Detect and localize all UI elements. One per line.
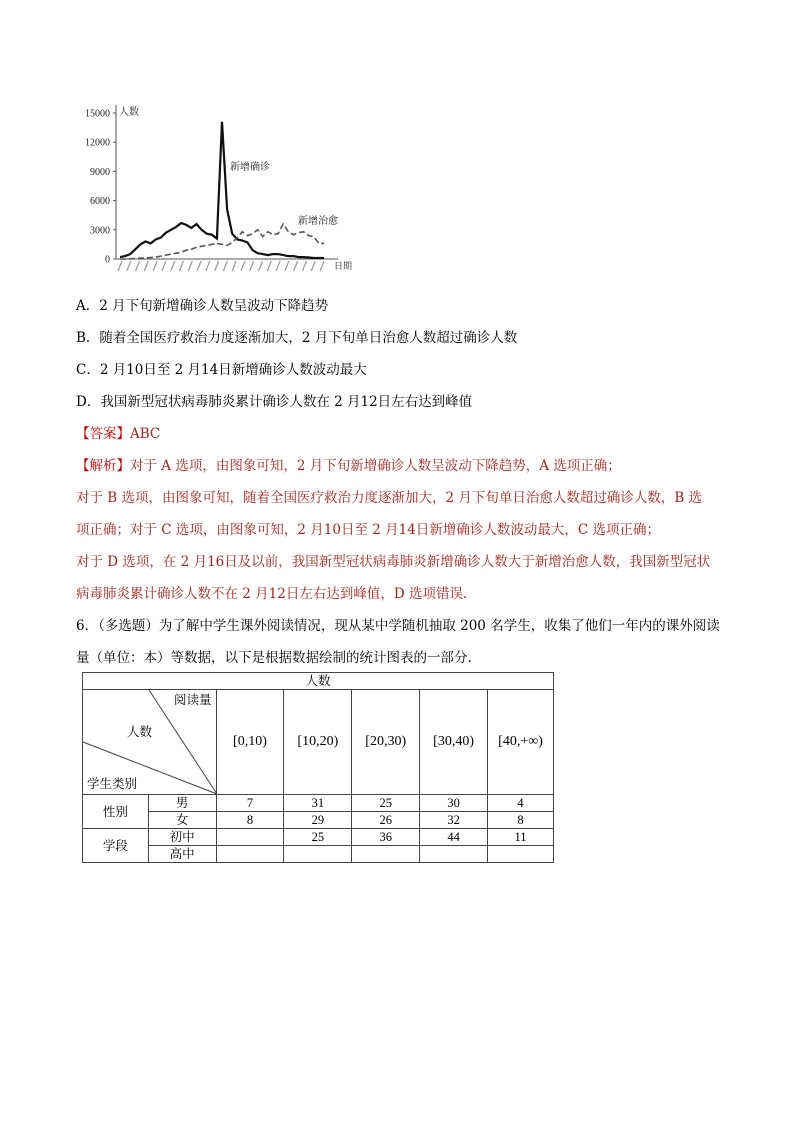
- reading-stats-table: [82, 672, 554, 863]
- x-tick-mark: [127, 261, 131, 271]
- y-axis-label: 人数: [119, 107, 139, 118]
- answer-tag: 【答案】: [76, 426, 130, 442]
- table-cell: 25: [352, 795, 420, 812]
- interval-3: [30,40): [420, 690, 488, 795]
- table-cell: 8: [216, 812, 284, 829]
- x-tick-mark: [276, 261, 280, 271]
- x-tick-mark: [136, 261, 140, 271]
- y-tick-label: 6000: [90, 196, 110, 208]
- x-tick-mark: [294, 261, 298, 271]
- row-label-senior: 高中: [148, 846, 216, 863]
- header-student-category: 学生类别: [87, 777, 138, 791]
- x-tick-mark: [259, 261, 263, 271]
- series-line-1: [120, 122, 324, 258]
- interval-1: [10,20): [284, 690, 352, 795]
- series-label-cured: 新增治愈: [298, 216, 338, 227]
- x-tick-mark: [118, 261, 122, 271]
- row-label-male: 男: [148, 795, 216, 812]
- row-label-female: 女: [148, 812, 216, 829]
- analysis-text-1: 对于 A 选项，由图象可知，2 月下旬新增确诊人数呈波动下降趋势，A 选项正确；: [130, 458, 621, 474]
- analysis-line-4: 对于 D 选项，在 2 月16日及以前，我国新型冠状病毒肺炎新增确诊人数大于新增治愈人数，我国新型冠状: [76, 554, 711, 570]
- header-reading-amount: 阅读量: [174, 693, 212, 707]
- x-tick-mark: [285, 261, 289, 271]
- y-tick-label: 9000: [90, 166, 110, 178]
- table-cell: 4: [488, 795, 554, 812]
- epidemic-line-chart: [85, 100, 368, 278]
- table-cell: [284, 846, 352, 863]
- table-cell: 25: [284, 829, 352, 846]
- x-tick-mark: [153, 261, 157, 271]
- interval-2: [20,30): [352, 690, 420, 795]
- analysis-tag: 【解析】: [76, 458, 130, 474]
- y-tick-label: 12000: [85, 137, 110, 149]
- group-school-stage: 学段: [83, 829, 149, 863]
- option-c: C．2 月10日至 2 月14日新增确诊人数波动最大: [76, 362, 367, 378]
- table-cell: [488, 846, 554, 863]
- table-cell: 30: [420, 795, 488, 812]
- table-cell: [352, 846, 420, 863]
- x-tick-mark: [171, 261, 175, 271]
- diagonal-header-cell: [83, 690, 217, 795]
- x-tick-mark: [320, 261, 324, 271]
- x-tick-mark: [311, 261, 315, 271]
- y-tick-label: 15000: [85, 108, 110, 120]
- answer-line: [76, 422, 160, 442]
- series-line-2: [120, 224, 324, 259]
- question-6-line-1: 6．（多选题）为了解中学生课外阅读情况，现从某中学随机抽取 200 名学生，收集了他们一年内的课外阅读: [76, 618, 720, 634]
- chart-svg: [85, 100, 368, 278]
- table-cell: 32: [420, 812, 488, 829]
- table-cell: 31: [284, 795, 352, 812]
- x-tick-mark: [206, 261, 210, 271]
- analysis-line-2: 对于 B 选项，由图象可知，随着全国医疗救治力度逐渐加大，2 月下旬单日治愈人数超过确诊人数，B 选: [76, 490, 703, 506]
- x-tick-mark: [223, 261, 227, 271]
- answer-value: ABC: [130, 426, 161, 442]
- table-cell: [216, 829, 284, 846]
- x-tick-mark: [162, 261, 166, 271]
- x-tick-mark: [215, 261, 219, 271]
- x-tick-mark: [267, 261, 271, 271]
- x-tick-mark: [197, 261, 201, 271]
- analysis-line-3: 项正确；对于 C 选项，由图象可知，2 月10日至 2 月14日新增确诊人数波动最大，C 选项正确；: [76, 522, 660, 538]
- table-title: 人数: [83, 673, 554, 690]
- table-cell: 7: [216, 795, 284, 812]
- y-tick-label: 3000: [90, 225, 110, 237]
- interval-0: [0,10): [216, 690, 284, 795]
- question-6-line-2: 量（单位：本）等数据，以下是根据数据绘制的统计图表的一部分.: [76, 650, 472, 666]
- table-cell: [216, 846, 284, 863]
- table-cell: [420, 846, 488, 863]
- group-gender: 性别: [83, 795, 149, 829]
- table-cell: 44: [420, 829, 488, 846]
- interval-4: [40,+∞): [488, 690, 554, 795]
- option-d: D．我国新型冠状病毒肺炎累计确诊人数在 2 月12日左右达到峰值: [76, 394, 473, 410]
- x-axis-label: 日期: [334, 262, 353, 272]
- table-cell: 26: [352, 812, 420, 829]
- x-tick-mark: [250, 261, 254, 271]
- x-tick-mark: [232, 261, 236, 271]
- x-tick-mark: [188, 261, 192, 271]
- x-tick-mark: [302, 261, 306, 271]
- row-label-junior: 初中: [148, 829, 216, 846]
- table-cell: 29: [284, 812, 352, 829]
- analysis-line-1: [76, 454, 621, 474]
- table-cell: 36: [352, 829, 420, 846]
- x-tick-mark: [144, 261, 148, 271]
- x-tick-mark: [241, 261, 245, 271]
- series-label-confirmed: 新增确诊: [230, 162, 270, 173]
- table-cell: 8: [488, 812, 554, 829]
- header-people: 人数: [127, 725, 153, 739]
- y-tick-label: 0: [105, 254, 110, 266]
- option-a: A．2 月下旬新增确诊人数呈波动下降趋势: [76, 298, 329, 314]
- option-b: B．随着全国医疗救治力度逐渐加大，2 月下旬单日治愈人数超过确诊人数: [76, 330, 518, 346]
- x-tick-mark: [179, 261, 183, 271]
- table-cell: 11: [488, 829, 554, 846]
- analysis-line-5: 病毒肺炎累计确诊人数不在 2 月12日左右达到峰值，D 选项错误.: [76, 586, 468, 602]
